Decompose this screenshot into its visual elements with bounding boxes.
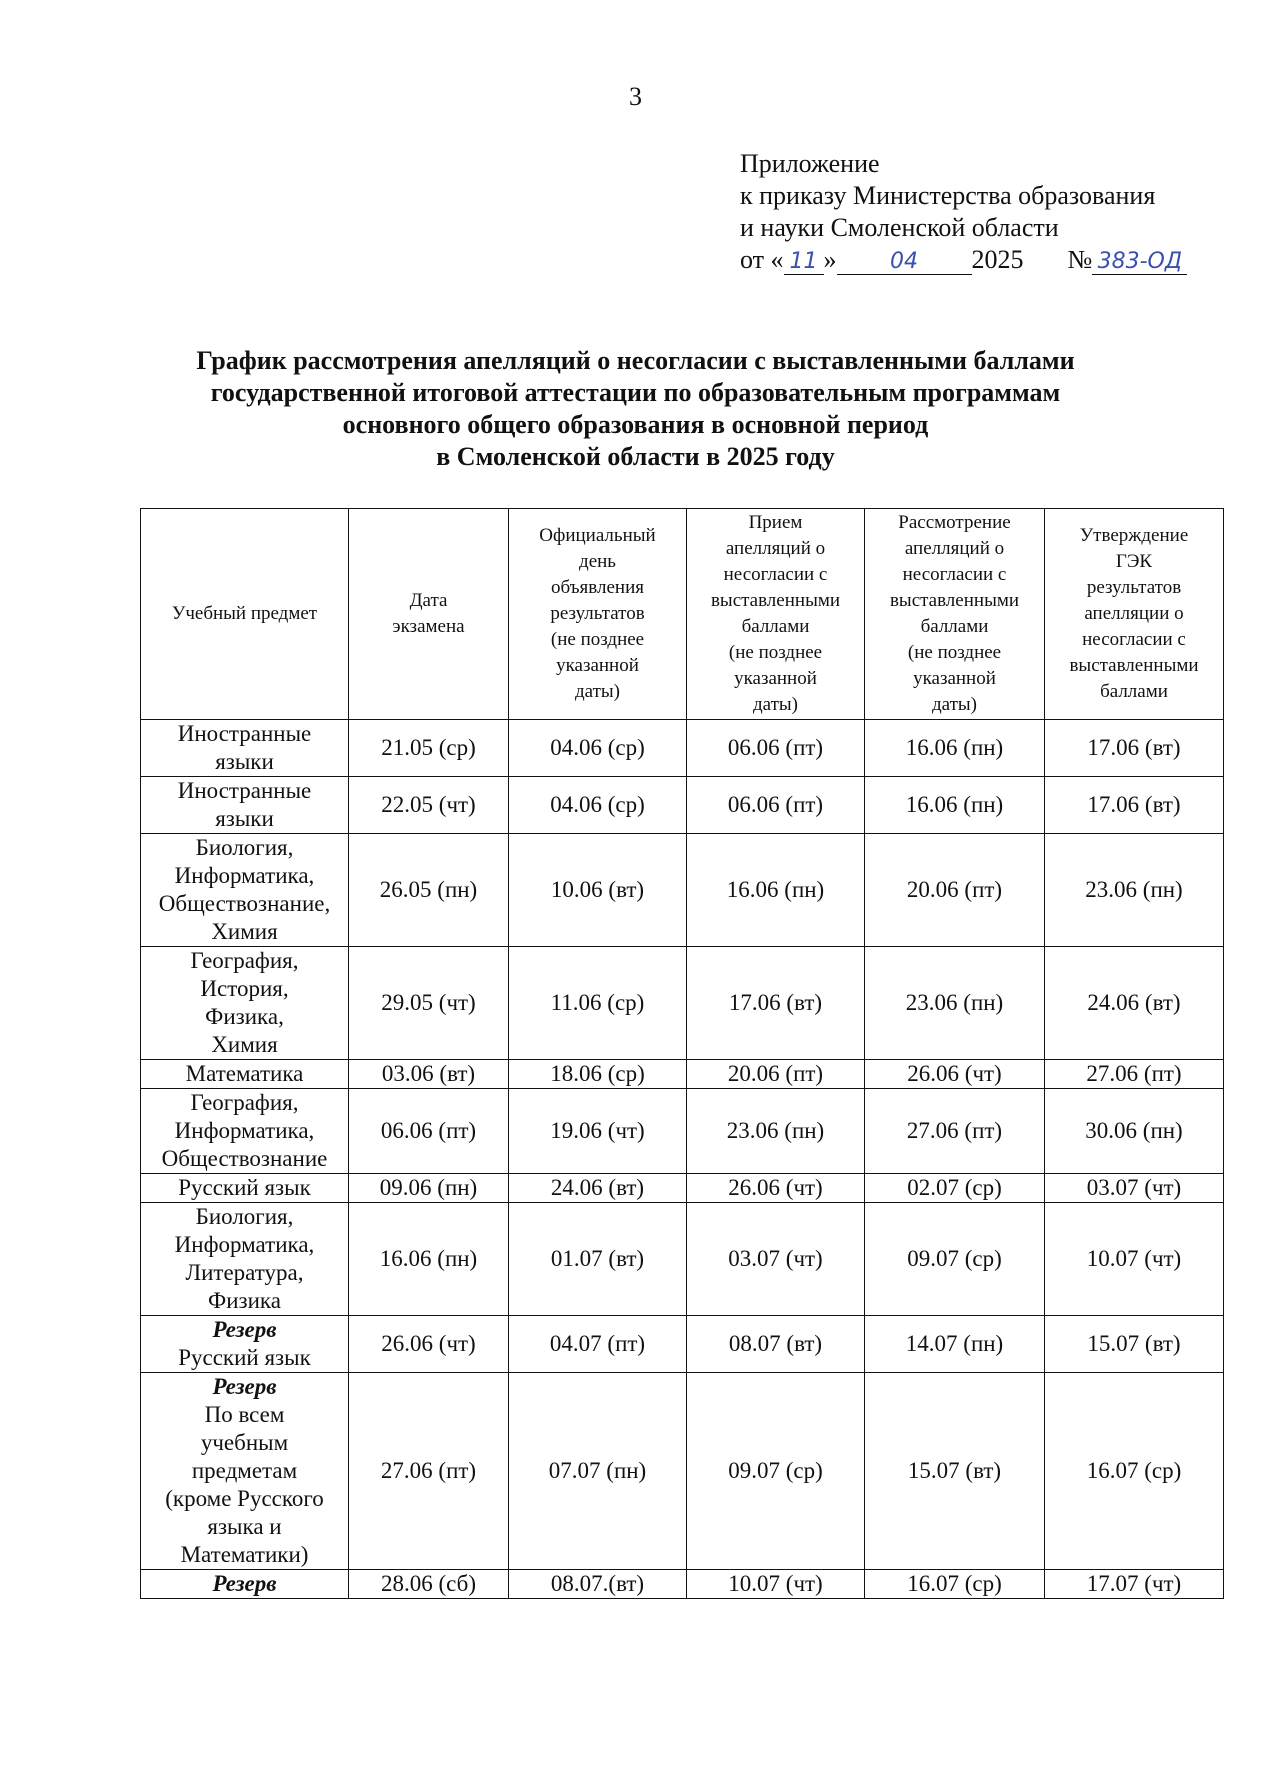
header-line: (не позднее xyxy=(907,642,1002,663)
exam-date: 16.06 (пн) xyxy=(349,1203,509,1316)
header-line: баллами xyxy=(1100,681,1168,702)
subject-name: География, xyxy=(190,948,299,973)
appeal-submission-date: 17.06 (вт) xyxy=(687,947,865,1060)
header-line: даты) xyxy=(574,681,620,702)
header-line: результатов xyxy=(550,603,645,624)
header-gek-approval xyxy=(1045,509,1224,720)
reserve-label: Резерв xyxy=(212,1317,277,1342)
date-month-handwritten: 04 xyxy=(837,250,972,275)
gek-approval-date: 17.06 (вт) xyxy=(1045,720,1224,777)
appeal-review-date: 16.06 (пн) xyxy=(865,777,1045,834)
header-line: день xyxy=(579,551,616,572)
appeal-submission-date: 06.06 (пт) xyxy=(687,777,865,834)
exam-date: 03.06 (вт) xyxy=(349,1060,509,1089)
table-row xyxy=(141,777,1224,834)
table-body xyxy=(141,720,1224,1599)
subject-name: (кроме Русского xyxy=(165,1486,324,1511)
appeal-review-date: 23.06 (пн) xyxy=(865,947,1045,1060)
subject-name: Информатика, xyxy=(174,1118,315,1143)
header-line: Рассмотрение xyxy=(898,512,1011,533)
header-line: апелляции о xyxy=(1084,603,1184,624)
subject-name: Химия xyxy=(211,919,278,944)
results-date: 24.06 (вт) xyxy=(509,1174,687,1203)
appeal-schedule-table xyxy=(140,508,1224,1599)
subject-name: Русский язык xyxy=(178,1345,311,1370)
results-date: 07.07 (пн) xyxy=(509,1373,687,1570)
header-line: Утверждение xyxy=(1079,525,1189,546)
header-line: Прием xyxy=(748,512,803,533)
subject-cell xyxy=(141,1174,349,1203)
subject-name: Литература, xyxy=(185,1260,304,1285)
subject-name: Русский язык xyxy=(178,1175,311,1200)
header-line: ГЭК xyxy=(1115,551,1153,572)
exam-date: 29.05 (чт) xyxy=(349,947,509,1060)
subject-cell xyxy=(141,834,349,947)
subject-name: Информатика, xyxy=(174,863,315,888)
table-row xyxy=(141,947,1224,1060)
header-line: указанной xyxy=(734,668,817,689)
subject-cell xyxy=(141,1089,349,1174)
appeal-submission-date: 26.06 (чт) xyxy=(687,1174,865,1203)
appeal-review-date: 02.07 (ср) xyxy=(865,1174,1045,1203)
header-line: Дата xyxy=(409,590,448,611)
header-line: несогласии с xyxy=(1082,629,1186,650)
appendix-line-3: и науки Смоленской области xyxy=(740,213,1059,242)
header-line: Учебный предмет xyxy=(171,603,318,624)
results-date: 08.07.(вт) xyxy=(509,1570,687,1599)
appeal-review-date: 15.07 (вт) xyxy=(865,1373,1045,1570)
gek-approval-date: 23.06 (пн) xyxy=(1045,834,1224,947)
appendix-line-1: Приложение xyxy=(740,149,880,178)
header-line: экзамена xyxy=(392,616,465,637)
document-title xyxy=(0,345,1271,473)
appeal-review-date: 14.07 (пн) xyxy=(865,1316,1045,1373)
subject-name: История, xyxy=(200,976,289,1001)
appeal-review-date: 16.07 (ср) xyxy=(865,1570,1045,1599)
appeal-review-date: 16.06 (пн) xyxy=(865,720,1045,777)
results-date: 18.06 (ср) xyxy=(509,1060,687,1089)
exam-date: 27.06 (пт) xyxy=(349,1373,509,1570)
appeal-submission-date: 23.06 (пн) xyxy=(687,1089,865,1174)
header-line: (не позднее xyxy=(550,629,645,650)
gek-approval-date: 17.06 (вт) xyxy=(1045,777,1224,834)
subject-cell xyxy=(141,1203,349,1316)
results-date: 11.06 (ср) xyxy=(509,947,687,1060)
subject-name: языка и xyxy=(207,1514,282,1539)
results-date: 04.07 (пт) xyxy=(509,1316,687,1373)
exam-date: 26.06 (чт) xyxy=(349,1316,509,1373)
appendix-line-2: к приказу Министерства образования xyxy=(740,181,1156,210)
appeal-review-date: 27.06 (пт) xyxy=(865,1089,1045,1174)
subject-cell xyxy=(141,720,349,777)
header-line: указанной xyxy=(556,655,639,676)
subject-cell xyxy=(141,1570,349,1599)
results-date: 10.06 (вт) xyxy=(509,834,687,947)
gek-approval-date: 15.07 (вт) xyxy=(1045,1316,1224,1373)
table-row xyxy=(141,1316,1224,1373)
exam-date: 21.05 (ср) xyxy=(349,720,509,777)
table-row xyxy=(141,1570,1224,1599)
subject-name: языки xyxy=(215,749,274,774)
reserve-label: Резерв xyxy=(212,1571,277,1596)
header-line: (не позднее xyxy=(728,642,823,663)
appeal-submission-date: 06.06 (пт) xyxy=(687,720,865,777)
results-date: 19.06 (чт) xyxy=(509,1089,687,1174)
page-number: 3 xyxy=(629,82,642,111)
reserve-label: Резерв xyxy=(212,1374,277,1399)
header-line: апелляций о xyxy=(725,538,826,559)
table-row xyxy=(141,720,1224,777)
subject-name: языки xyxy=(215,806,274,831)
subject-name: Информатика, xyxy=(174,1232,315,1257)
title-line-3: основного общего образования в основной период xyxy=(342,410,929,439)
table-row xyxy=(141,834,1224,947)
results-date: 04.06 (ср) xyxy=(509,720,687,777)
header-line: даты) xyxy=(752,694,798,715)
gek-approval-date: 17.07 (чт) xyxy=(1045,1570,1224,1599)
header-line: указанной xyxy=(913,668,996,689)
table-header xyxy=(141,509,1224,720)
gek-approval-date: 16.07 (ср) xyxy=(1045,1373,1224,1570)
subject-name: Биология, xyxy=(195,835,294,860)
header-line: выставленными xyxy=(889,590,1020,611)
appendix-block xyxy=(740,148,1187,276)
subject-name: По всем xyxy=(204,1402,285,1427)
header-appeal-review xyxy=(865,509,1045,720)
appendix-order-line xyxy=(740,244,1187,276)
exam-date: 28.06 (сб) xyxy=(349,1570,509,1599)
appeal-submission-date: 03.07 (чт) xyxy=(687,1203,865,1316)
appeal-submission-date: 20.06 (пт) xyxy=(687,1060,865,1089)
appeal-submission-date: 10.07 (чт) xyxy=(687,1570,865,1599)
date-mid: » xyxy=(823,245,837,274)
table-row xyxy=(141,1203,1224,1316)
title-line-4: в Смоленской области в 2025 году xyxy=(436,442,835,471)
appeal-submission-date: 08.07 (вт) xyxy=(687,1316,865,1373)
table-row xyxy=(141,1089,1224,1174)
date-prefix: от « xyxy=(740,245,784,274)
header-line: баллами xyxy=(741,616,810,637)
subject-name: Физика, xyxy=(205,1004,284,1029)
header-line: результатов xyxy=(1086,577,1182,598)
header-line: выставленными xyxy=(1069,655,1199,676)
table-row xyxy=(141,1174,1224,1203)
header-line: Официальный xyxy=(539,525,656,546)
header-row xyxy=(141,509,1224,720)
appeal-review-date: 26.06 (чт) xyxy=(865,1060,1045,1089)
subject-name: Математики) xyxy=(180,1542,309,1567)
subject-name: Иностранные xyxy=(177,721,312,746)
header-line: несогласии с xyxy=(902,564,1007,585)
gek-approval-date: 03.07 (чт) xyxy=(1045,1174,1224,1203)
gek-approval-date: 24.06 (вт) xyxy=(1045,947,1224,1060)
appeal-review-date: 09.07 (ср) xyxy=(865,1203,1045,1316)
header-exam-date xyxy=(349,509,509,720)
order-number-prefix: № xyxy=(1067,245,1093,274)
subject-cell xyxy=(141,1316,349,1373)
subject-name: Химия xyxy=(211,1032,278,1057)
header-appeal-submission xyxy=(687,509,865,720)
header-line: объявления xyxy=(551,577,644,598)
table-row xyxy=(141,1373,1224,1570)
header-line: выставленными xyxy=(710,590,841,611)
subject-name: Физика xyxy=(208,1288,281,1313)
subject-name: География, xyxy=(190,1090,299,1115)
header-results-date xyxy=(509,509,687,720)
date-year: 2025 xyxy=(971,245,1024,274)
header-line: апелляций о xyxy=(904,538,1005,559)
exam-date: 22.05 (чт) xyxy=(349,777,509,834)
subject-cell xyxy=(141,777,349,834)
results-date: 04.06 (ср) xyxy=(509,777,687,834)
subject-name: Обществознание, xyxy=(158,891,331,916)
gek-approval-date: 30.06 (пн) xyxy=(1045,1089,1224,1174)
subject-name: Математика xyxy=(185,1061,304,1086)
appeal-submission-date: 09.07 (ср) xyxy=(687,1373,865,1570)
gek-approval-date: 27.06 (пт) xyxy=(1045,1060,1224,1089)
order-number-handwritten: 383-ОД xyxy=(1092,250,1187,275)
subject-name: Иностранные xyxy=(177,778,312,803)
subject-cell xyxy=(141,1373,349,1570)
results-date: 01.07 (вт) xyxy=(509,1203,687,1316)
subject-cell xyxy=(141,947,349,1060)
title-line-2: государственной итоговой аттестации по образовательным программам xyxy=(210,378,1061,407)
date-day-handwritten: 11 xyxy=(784,250,824,275)
table-row xyxy=(141,1060,1224,1089)
subject-name: предметам xyxy=(191,1458,298,1483)
exam-date: 26.05 (пн) xyxy=(349,834,509,947)
subject-name: учебным xyxy=(200,1430,289,1455)
subject-name: Биология, xyxy=(195,1204,294,1229)
subject-cell xyxy=(141,1060,349,1089)
gek-approval-date: 10.07 (чт) xyxy=(1045,1203,1224,1316)
header-line: несогласии с xyxy=(723,564,828,585)
appeal-submission-date: 16.06 (пн) xyxy=(687,834,865,947)
exam-date: 06.06 (пт) xyxy=(349,1089,509,1174)
exam-date: 09.06 (пн) xyxy=(349,1174,509,1203)
header-subject xyxy=(141,509,349,720)
appeal-review-date: 20.06 (пт) xyxy=(865,834,1045,947)
header-line: даты) xyxy=(931,694,977,715)
subject-name: Обществознание xyxy=(161,1146,328,1171)
header-line: баллами xyxy=(920,616,989,637)
title-line-1: График рассмотрения апелляций о несогласии с выставленными баллами xyxy=(196,346,1075,375)
